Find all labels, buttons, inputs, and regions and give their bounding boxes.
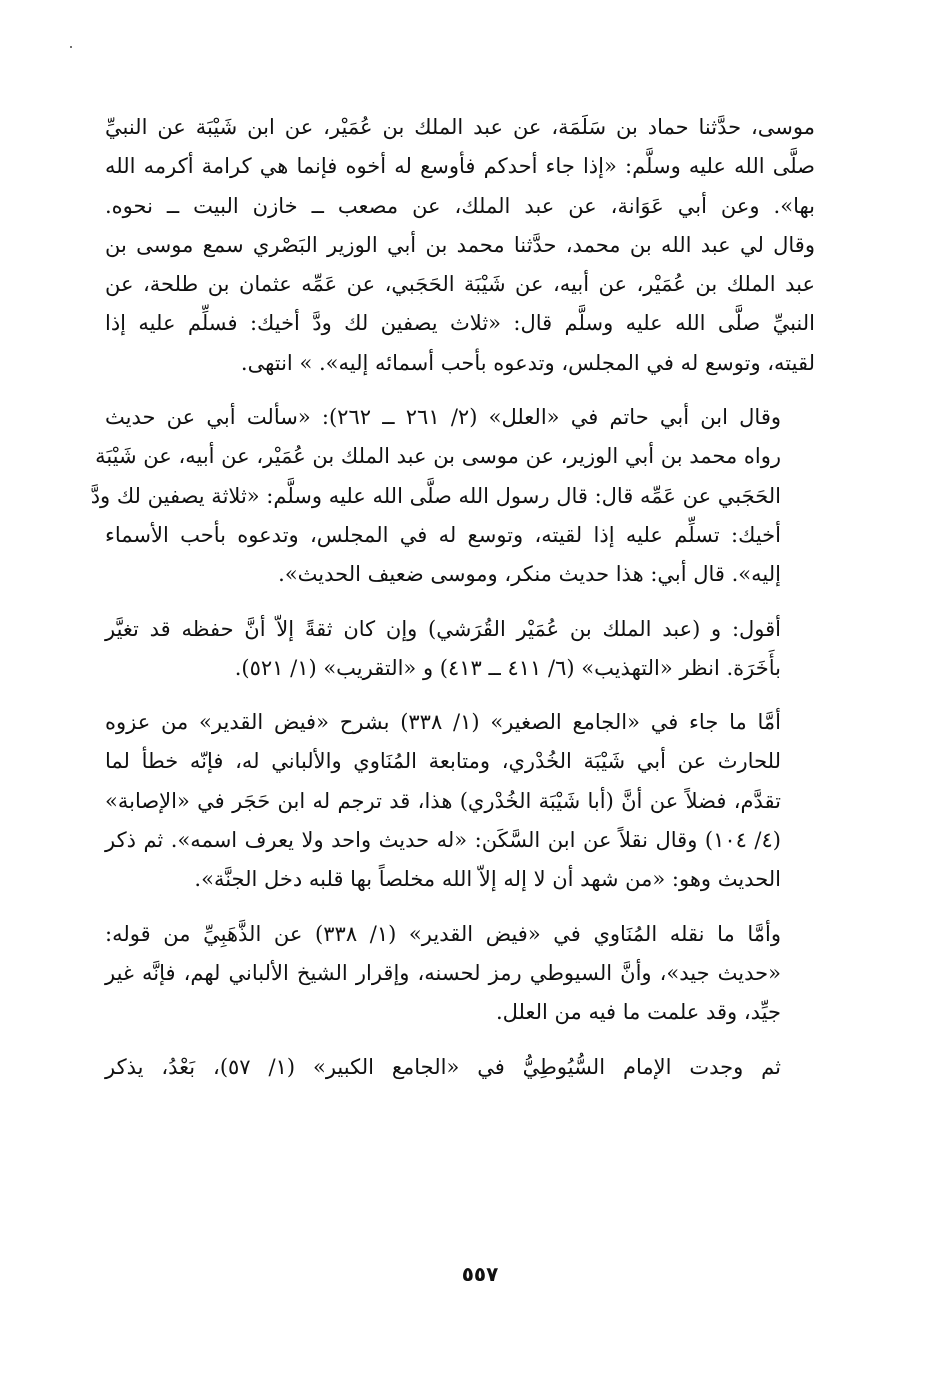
text-line: للحارث عن أبي شَيْبَة الخُدْري، ومتابعة المُنَاوي والألباني له، فإنّه خطأ لما	[105, 749, 781, 774]
text-line: الحَجَبي عن عَمِّه قال: قال رسول الله صلَّى الله عليه وسلَّم: «ثلاثة يصفين لك ودَّ	[90, 483, 781, 508]
text-line: ثم وجدت الإمام السُّيُوطِيُّ في «الجامع الكبير» (١/ ٥٧)، بَعْدُ، يذكر	[105, 1054, 781, 1079]
text-line: أخيك: تسلِّم عليه إذا لقيته، وتوسع له في المجلس، وتدعوه بأحب الأسماء	[105, 522, 781, 547]
text-line: وأمَّا ما نقله المُنَاوي في «فيض القدير» (١/ ٣٣٨) عن الذَّهَبِيِّ من قوله:	[105, 921, 781, 946]
text-line: أمَّا ما جاء في «الجامع الصغير» (١/ ٣٣٨) بشرح «فيض القدير» من عزوه	[105, 710, 781, 735]
paragraph-4	[105, 703, 815, 899]
text-line: النبيِّ صلَّى الله عليه وسلَّم قال: «ثلاث يصفين لك ودَّ أخيك: فسلِّم عليه إذا	[105, 311, 815, 336]
paragraph-2	[90, 398, 815, 594]
text-line: موسى، حدَّثنا حماد بن سَلَمَة، عن عبد الملك بن عُمَيْر، عن ابن شَيْبَة عن النبيِّ	[105, 115, 815, 139]
text-line: بأَخَرَة. انظر «التهذيب» (٦/ ٤١١ ــ ٤١٣) و «التقريب» (١/ ٥٢١).	[234, 655, 781, 680]
paragraph-5	[105, 915, 815, 1033]
text-line: إليه». قال أبي: هذا حديث منكر، وموسى ضعيف الحديث».	[278, 562, 781, 587]
text-line: صلَّى الله عليه وسلَّم: «إذا جاء أحدكم فأوسع له أخوه فإنما هي كرامة أكرمه الله	[105, 154, 815, 179]
paragraph-1	[105, 108, 815, 383]
text-line: الحديث وهو: «من شهد أن لا إله إلاّ الله مخلصاً بها قلبه دخل الجنَّة».	[194, 867, 781, 892]
text-line: أقول: و (عبد الملك بن عُمَيْر القُرَشي) وإن كان ثقةً إلاّ أنَّ حفظه قد تغيَّر	[105, 616, 781, 641]
text-line: لقيته، وتوسع له في المجلس، وتدعوه بأحب أسمائه إليه». » انتهى.	[240, 350, 815, 375]
text-line: جيِّد، وقد علمت ما فيه من العلل.	[495, 1000, 781, 1025]
main-text	[90, 108, 815, 1102]
text-line: تقدَّم، فضلاً عن أنَّ (أبا شَيْبَة الخُدْري) هذا، قد ترجم له ابن حَجَر في «الإصابة»	[105, 788, 781, 813]
text-line: «حديث جيد»، وأنَّ السيوطي رمز لحسنه، وإقرار الشيخ الألباني لهم، فإنَّه غير	[105, 960, 781, 985]
text-line: رواه محمد بن أبي الوزير، عن موسى بن عبد الملك بن عُمَيْر، عن أبيه، عن شَيْبَة	[95, 444, 781, 469]
scan-speck	[70, 46, 72, 48]
text-line: بها». وعن أبي عَوَانة، عن عبد الملك، عن مصعب ــ خازن البيت ــ نحوه.	[105, 193, 815, 218]
page-number: ٥٥٧	[461, 1262, 499, 1286]
text-line: وقال لي عبد الله بن محمد، حدَّثنا محمد بن أبي الوزير البَصْري سمع موسى بن	[105, 232, 815, 257]
text-line: (٤/ ١٠٤) وقال نقلاً عن ابن السَّكَن: «له حديث واحد ولا يعرف اسمه». ثم ذكر	[105, 828, 781, 853]
paragraph-3	[105, 610, 815, 689]
text-line: عبد الملك بن عُمَيْر، عن أبيه، عن شَيْبَة الحَجَبي، عن عَمِّه عثمان بن طلحة، عن	[105, 272, 815, 297]
text-line: وقال ابن أبي حاتم في «العلل» (٢/ ٢٦١ ــ ٢٦٢): «سألت أبي عن حديث	[105, 405, 782, 430]
paragraph-6	[105, 1048, 815, 1087]
